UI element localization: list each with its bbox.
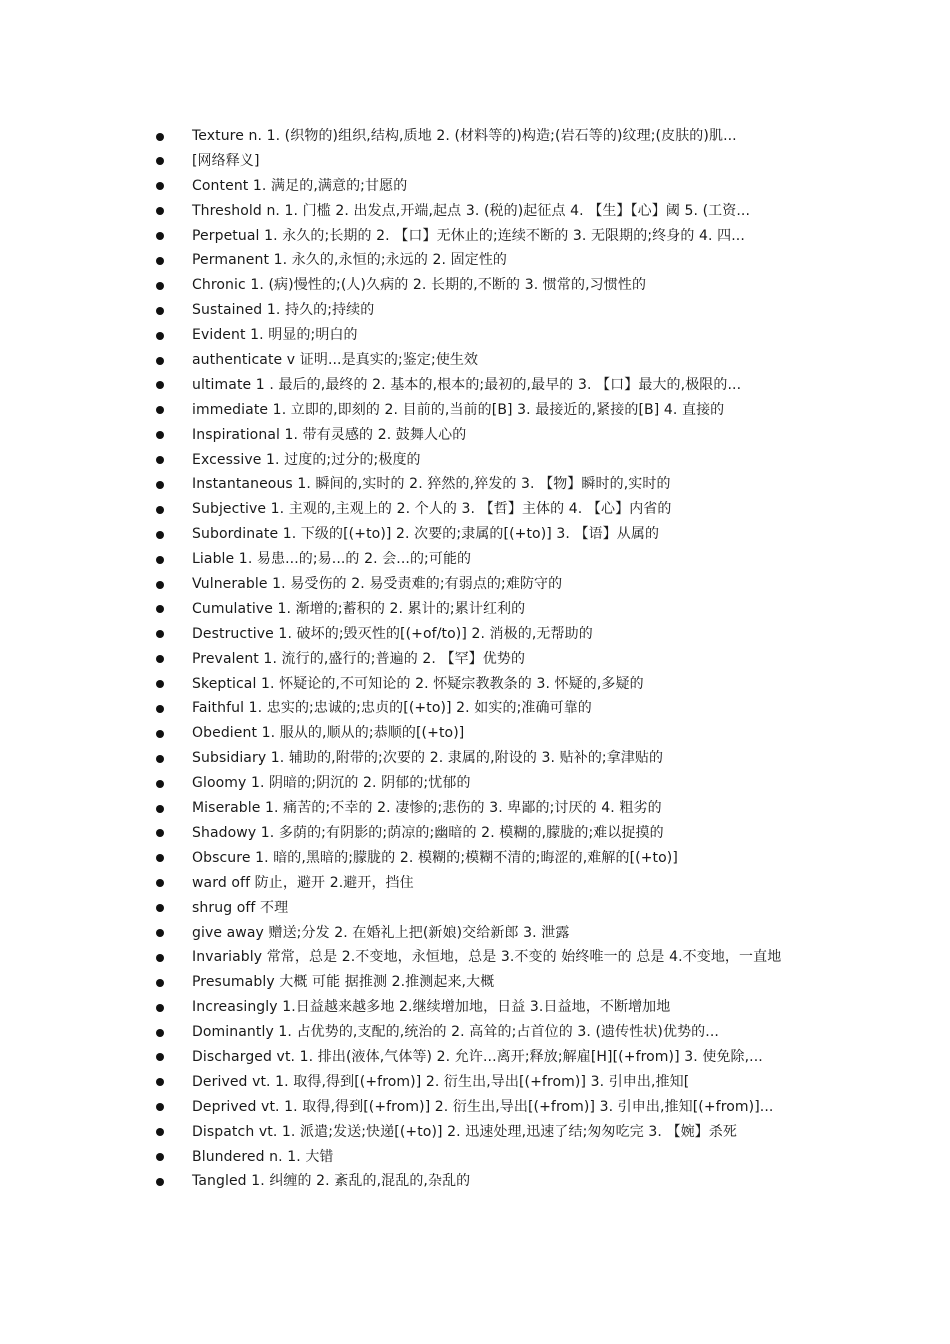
list-item [156,970,856,995]
bullet-icon [156,133,164,141]
entry-text: Presumably 大概 可能 据推测 2.推测起来,大概 [192,974,495,991]
list-item [156,721,856,746]
bullet-icon [156,1153,164,1161]
bullet-icon [156,481,164,489]
bullet-icon [156,904,164,912]
list-item [156,423,856,448]
list-item [156,896,856,921]
bullet-icon [156,705,164,713]
entry-text: Increasingly 1.日益越来越多地 2.继续增加地，日益 3.日益地，不断增加地 [192,999,671,1016]
list-item [156,298,856,323]
entry-text: Sustained 1. 持久的;持续的 [192,302,375,319]
bullet-icon [156,182,164,190]
vocabulary-list [156,124,856,1194]
entry-text: Tangled 1. 纠缠的 2. 紊乱的,混乱的,杂乱的 [192,1173,471,1190]
entry-text: Obedient 1. 服从的,顺从的;恭顺的[(+to)] [192,725,465,742]
list-item [156,647,856,672]
entry-text: Deprived vt. 1. 取得,得到[(+from)] 2. 衍生出,导出[(+from)] 3. 引申出,推知[(+from)]... [192,1098,774,1115]
bullet-icon [156,1103,164,1111]
list-item [156,124,856,149]
list-item [156,945,856,970]
entry-text: Evident 1. 明显的;明白的 [192,327,358,344]
bullet-icon [156,506,164,514]
bullet-icon [156,1053,164,1061]
entry-text: Subordinate 1. 下级的[(+to)] 2. 次要的;隶属的[(+to)] 3. 【语】从属的 [192,526,660,543]
bullet-icon [156,381,164,389]
bullet-icon [156,257,164,265]
list-item [156,323,856,348]
bullet-icon [156,1029,164,1037]
list-item [156,348,856,373]
entry-text: shrug off 不理 [192,899,289,916]
list-item [156,248,856,273]
bullet-icon [156,854,164,862]
entry-text: Texture n. 1. (织物的)组织,结构,质地 2. (材料等的)构造;(岩石等的)纹理;(皮肤的)肌... [192,128,737,144]
list-item [156,472,856,497]
entry-text: Vulnerable 1. 易受伤的 2. 易受责难的;有弱点的;难防守的 [192,576,563,593]
entry-text: Miserable 1. 痛苦的;不幸的 2. 凄惨的;悲伤的 3. 卑鄙的;讨厌的 4. 粗劣的 [192,800,662,817]
bullet-icon [156,655,164,663]
entry-text: Skeptical 1. 怀疑论的,不可知论的 2. 怀疑宗教教条的 3. 怀疑的,多疑的 [192,675,644,692]
bullet-icon [156,879,164,887]
entry-text: Dispatch vt. 1. 派遣;发送;快递[(+to)] 2. 迅速处理,迅速了结;匆匆吃完 3. 【婉】杀死 [192,1123,737,1140]
bullet-icon [156,780,164,788]
list-item [156,1120,856,1145]
list-item [156,821,856,846]
bullet-icon [156,282,164,290]
bullet-icon [156,605,164,613]
list-item [156,1045,856,1070]
list-item [156,846,856,871]
list-item [156,572,856,597]
bullet-icon [156,805,164,813]
entry-text: Liable 1. 易患...的;易...的 2. 会...的;可能的 [192,551,472,568]
entry-text: Destructive 1. 破坏的;毁灭性的[(+of/to)] 2. 消极的,无帮助的 [192,625,593,642]
list-item [156,1095,856,1120]
bullet-icon [156,730,164,738]
list-item [156,995,856,1020]
list-item [156,1070,856,1095]
list-item [156,273,856,298]
bullet-icon [156,1128,164,1136]
bullet-icon [156,157,164,165]
entry-text: Derived vt. 1. 取得,得到[(+from)] 2. 衍生出,导出[(+from)] 3. 引申出,推知[ [192,1073,690,1090]
entry-text: Obscure 1. 暗的,黑暗的;朦胧的 2. 模糊的;模糊不清的;晦涩的,难解的[(+to)] [192,849,678,866]
list-item [156,1169,856,1194]
list-item [156,921,856,946]
bullet-icon [156,1004,164,1012]
bullet-icon [156,1178,164,1186]
entry-text: ward off 防止，避开 2.避开，挡住 [192,874,414,891]
entry-text: ultimate 1 . 最后的,最终的 2. 基本的,根本的;最初的,最早的 3. 【口】最大的,极限的... [192,376,742,393]
bullet-icon [156,630,164,638]
entry-text: Prevalent 1. 流行的,盛行的;普遍的 2. 【罕】优势的 [192,650,526,667]
bullet-icon [156,307,164,315]
list-item [156,174,856,199]
list-item [156,199,856,224]
bullet-icon [156,556,164,564]
bullet-icon [156,232,164,240]
entry-text: Subsidiary 1. 辅助的,附带的;次要的 2. 隶属的,附设的 3. 贴补的;拿津贴的 [192,750,664,767]
bullet-icon [156,680,164,688]
bullet-icon [156,406,164,414]
entry-text: Instantaneous 1. 瞬间的,实时的 2. 猝然的,猝发的 3. 【物】瞬时的,实时的 [192,476,671,493]
list-item [156,149,856,174]
list-item [156,448,856,473]
bullet-icon [156,1078,164,1086]
list-item [156,871,856,896]
bullet-icon [156,456,164,464]
entry-text: Chronic 1. (病)慢性的;(人)久病的 2. 长期的,不断的 3. 惯常的,习惯性的 [192,277,647,294]
list-item [156,224,856,249]
list-item [156,497,856,522]
entry-text: Faithful 1. 忠实的;忠诚的;忠贞的[(+to)] 2. 如实的;准确可靠的 [192,700,592,717]
list-item [156,771,856,796]
entry-text: Subjective 1. 主观的,主观上的 2. 个人的 3. 【哲】主体的 4. 【心】内省的 [192,501,672,518]
entry-text: Shadowy 1. 多荫的;有阴影的;荫凉的;幽暗的 2. 模糊的,朦胧的;难以捉摸的 [192,824,664,841]
entry-text: immediate 1. 立即的,即刻的 2. 目前的,当前的[B] 3. 最接近的,紧接的[B] 4. 直接的 [192,401,725,418]
bullet-icon [156,979,164,987]
entry-text: Content 1. 满足的,满意的;甘愿的 [192,177,408,194]
entry-text: Invariably 常常，总是 2.不变地，永恒地，总是 3.不变的 始终唯一的 总是 4.不变地，一直地 [192,949,782,966]
bullet-icon [156,531,164,539]
entry-text: Dominantly 1. 占优势的,支配的,统治的 2. 高耸的;占首位的 3. (遗传性状)优势的... [192,1024,719,1041]
entry-text: Excessive 1. 过度的;过分的;极度的 [192,451,421,468]
list-item [156,547,856,572]
entry-text: Gloomy 1. 阴暗的;阴沉的 2. 阴郁的;忧郁的 [192,775,471,792]
list-item [156,796,856,821]
list-item [156,1020,856,1045]
list-item [156,522,856,547]
list-item [156,672,856,697]
bullet-icon [156,929,164,937]
entry-text: give away 赠送;分发 2. 在婚礼上把(新娘)交给新郎 3. 泄露 [192,924,570,941]
entry-text: Cumulative 1. 渐增的;蓄积的 2. 累计的;累计红利的 [192,600,526,617]
bullet-icon [156,954,164,962]
entry-text: Threshold n. 1. 门槛 2. 出发点,开端,起点 3. (税的)起征点 4. 【生】【心】阈 5. (工资... [192,202,750,219]
bullet-icon [156,829,164,837]
bullet-icon [156,332,164,340]
entry-text: Discharged vt. 1. 排出(液体,气体等) 2. 允许...离开;释放;解雇[H][(+from)] 3. 使免除,... [192,1048,763,1065]
list-item [156,746,856,771]
bullet-icon [156,581,164,589]
bullet-icon [156,755,164,763]
list-item [156,597,856,622]
entry-text: Inspirational 1. 带有灵感的 2. 鼓舞人心的 [192,426,467,443]
list-item [156,398,856,423]
bullet-icon [156,207,164,215]
list-item [156,696,856,721]
bullet-icon [156,357,164,365]
entry-text: [网络释义] [192,152,260,169]
list-item [156,373,856,398]
list-item [156,1145,856,1170]
entry-text: authenticate v 证明...是真实的;鉴定;使生效 [192,352,479,369]
entry-text: Perpetual 1. 永久的;长期的 2. 【口】无休止的;连续不断的 3. 无限期的;终身的 4. 四... [192,227,745,244]
list-item [156,622,856,647]
entry-text: Permanent 1. 永久的,永恒的;永远的 2. 固定性的 [192,252,508,269]
bullet-icon [156,431,164,439]
entry-text: Blundered n. 1. 大错 [192,1148,334,1165]
